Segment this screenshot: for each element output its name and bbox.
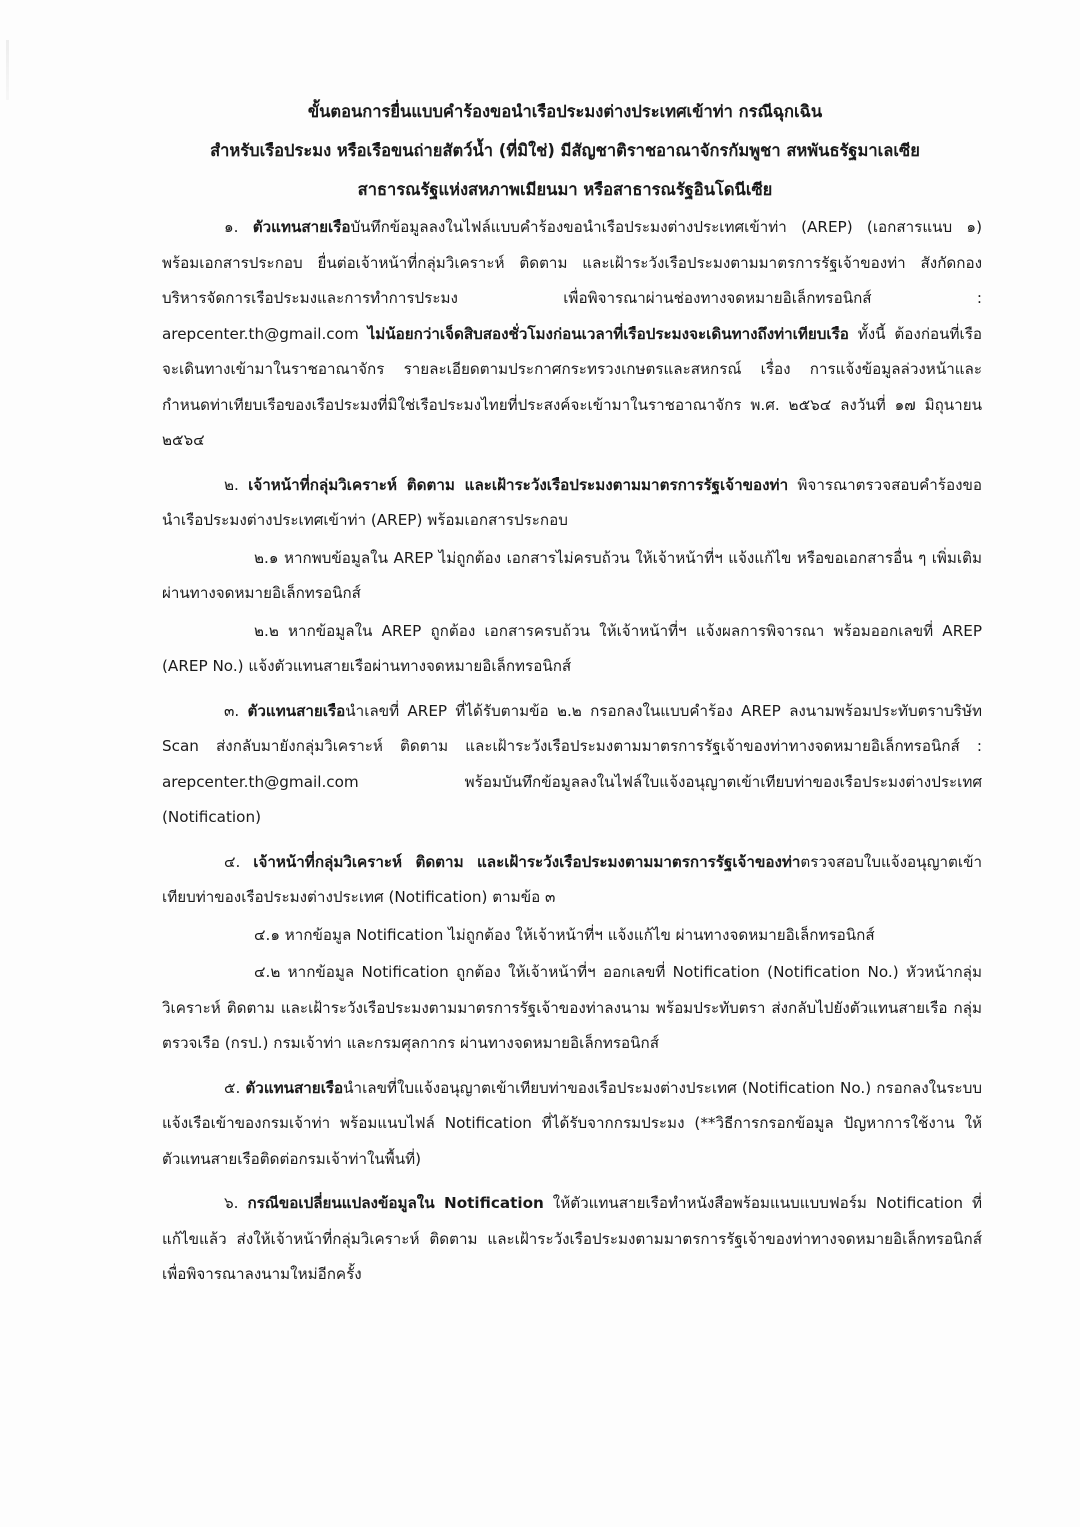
step-6-number: ๖. [224,1194,248,1212]
step-2-1: ๒.๑ หากพบข้อมูลใน AREP ไม่ถูกต้อง เอกสารไม่ครบถ้วน ให้เจ้าหน้าที่ฯ แจ้งแก้ไข หรือขอเอกสารอื่น ๆ เพิ่มเติมผ่านทางจดหมายอิเล็กทรอนิกส์ [162,548,982,602]
step-4-2: ๔.๒ หากข้อมูล Notification ถูกต้อง ให้เจ้าหน้าที่ฯ ออกเลขที่ Notification (Notification No.) หัวหน้ากลุ่มวิเคราะห์ ติดตาม และเฝ้าระวังเรือประมงตามมาตรการรัฐเจ้าของท่าลงนาม พร้อมประทับตรา ส่งกลับไปยังตัวแทนสายเรือ กลุ่มตรวจเรือ (กรป.) กรมเจ้าท่า และกรมศุลกากร ผ่านทางจดหมายอิเล็กทรอนิกส์ [162,963,982,1052]
document-title [150,92,980,209]
step-5 [162,1071,982,1178]
title-line-2: สำหรับเรือประมง หรือเรือขนถ่ายสัตว์น้ำ (ที่มิใช่) มีสัญชาติราชอาณาจักรกัมพูชา สหพันธรัฐมาเลเซีย [210,141,920,160]
step-1-text-2: ทั้งนี้ ต้องก่อนที่เรือจะเดินทางเข้ามาในราชอาณาจักร รายละเอียดตามประกาศกระทรวงเกษตรและสหกรณ์ เรื่อง การแจ้งข้อมูลล่วงหน้าและกำหนดท่าเทียบเรือของเรือประมงที่มิใช่เรือประมงไทยที่ประสงค์จะเข้ามาในราชอาณาจักร พ.ศ. ๒๕๖๔ ลงวันที่ ๑๗ มิถุนายน ๒๕๖๔ [162,324,983,449]
step-3-text: นำเลขที่ AREP ที่ได้รับตามข้อ ๒.๒ กรอกลงในแบบคำร้อง AREP ลงนามพร้อมประทับตราบริษัท Scan ส่งกลับมายังกลุ่มวิเคราะห์ ติดตาม และเฝ้าระวังเรือประมงตามมาตรการรัฐเจ้าของท่าทางจดหมายอิเล็กทรอนิกส์ : arepcenter.th@gmail.com พร้อมบันทึกข้อมูลลงในไฟล์ใบแจ้งอนุญาตเข้าเทียบท่าของเรือประมงต่างประเทศ (Notification) [162,701,982,826]
step-6-heading: กรณีขอเปลี่ยนแปลงข้อมูลใน Notification [247,1194,544,1212]
step-1 [162,210,982,459]
step-5-text: นำเลขที่ใบแจ้งอนุญาตเข้าเทียบท่าของเรือประมงต่างประเทศ (Notification No.) กรอกลงในระบบแจ้งเรือเข้าของกรมเจ้าท่า พร้อมแนบไฟล์ Notification ที่ได้รับจากกรมประมง (**วิธีการกรอกข้อมูล ปัญหาการใช้งาน ให้ตัวแทนสายเรือติดต่อกรมเจ้าท่าในพื้นที่) [162,1078,982,1168]
document-body [162,210,982,1293]
title-line-3: สาธารณรัฐแห่งสหภาพเมียนมา หรือสาธารณรัฐอินโดนีเซีย [357,180,773,199]
step-4 [162,845,982,916]
step-4-text: ตรวจสอบใบแจ้งอนุญาตเข้าเทียบท่าของเรือประมงต่างประเทศ (Notification) ตามข้อ ๓ [162,852,982,906]
step-3-actor: ตัวแทนสายเรือ [247,701,346,720]
step-2 [162,468,982,539]
step-6-text: ให้ตัวแทนสายเรือทำหนังสือพร้อมแนบแบบฟอร์ม Notification ที่แก้ไขแล้ว ส่งให้เจ้าหน้าที่กลุ่มวิเคราะห์ ติดตาม และเฝ้าระวังเรือประมงตามมาตรการรัฐเจ้าของท่าทางจดหมายอิเล็กทรอนิกส์เพื่อพิจารณาลงนามใหม่อีกครั้ง [162,1194,982,1283]
step-1-number: ๑. [224,218,253,236]
step-1-actor: ตัวแทนสายเรือ [252,218,351,236]
title-line-1: ขั้นตอนการยื่นแบบคำร้องขอนำเรือประมงต่างประเทศเข้าท่า กรณีฉุกเฉิน [307,102,823,121]
step-5-number: ๕. [224,1078,246,1097]
step-2-actor: เจ้าหน้าที่กลุ่มวิเคราะห์ ติดตาม และเฝ้าระวังเรือประมงตามมาตรการรัฐเจ้าของท่า [248,475,789,494]
step-3-number: ๓. [224,701,248,720]
step-1-deadline: ไม่น้อยกว่าเจ็ดสิบสองชั่วโมงก่อนเวลาที่เรือประมงจะเดินทางถึงท่าเทียบเรือ [367,324,849,343]
step-5-actor: ตัวแทนสายเรือ [245,1078,344,1097]
step-3 [162,694,982,836]
step-2-number: ๒. [224,475,249,494]
scan-edge-mark [6,40,9,100]
step-2-2: ๒.๒ หากข้อมูลใน AREP ถูกต้อง เอกสารครบถ้วน ให้เจ้าหน้าที่ฯ แจ้งผลการพิจารณา พร้อมออกเลขที่ AREP (AREP No.) แจ้งตัวแทนสายเรือผ่านทางจดหมายอิเล็กทรอนิกส์ [162,621,982,675]
step-4-number: ๔. [224,852,254,871]
step-4-1: ๔.๑ หากข้อมูล Notification ไม่ถูกต้อง ให้เจ้าหน้าที่ฯ แจ้งแก้ไข ผ่านทางจดหมายอิเล็กทรอนิกส์ [254,925,875,944]
step-1-text: บันทึกข้อมูลลงในไฟล์แบบคำร้องขอนำเรือประมงต่างประเทศเข้าท่า (AREP) (เอกสารแนบ ๑) พร้อมเอกสารประกอบ ยื่นต่อเจ้าหน้าที่กลุ่มวิเคราะห์ ติดตาม และเฝ้าระวังเรือประมงตามมาตรการรัฐเจ้าของท่า สังกัดกองบริหารจัดการเรือประมงและการทำการประมง เพื่อพิจารณาผ่านช่องทางจดหมายอิเล็กทรอนิกส์ : arepcenter.th@gmail.com [162,218,983,343]
step-4-actor: เจ้าหน้าที่กลุ่มวิเคราะห์ ติดตาม และเฝ้าระวังเรือประมงตามมาตรการรัฐเจ้าของท่า [253,852,801,871]
step-6 [162,1186,982,1293]
step-2-text: พิจารณาตรวจสอบคำร้องขอนำเรือประมงต่างประเทศเข้าท่า (AREP) พร้อมเอกสารประกอบ [162,475,983,529]
